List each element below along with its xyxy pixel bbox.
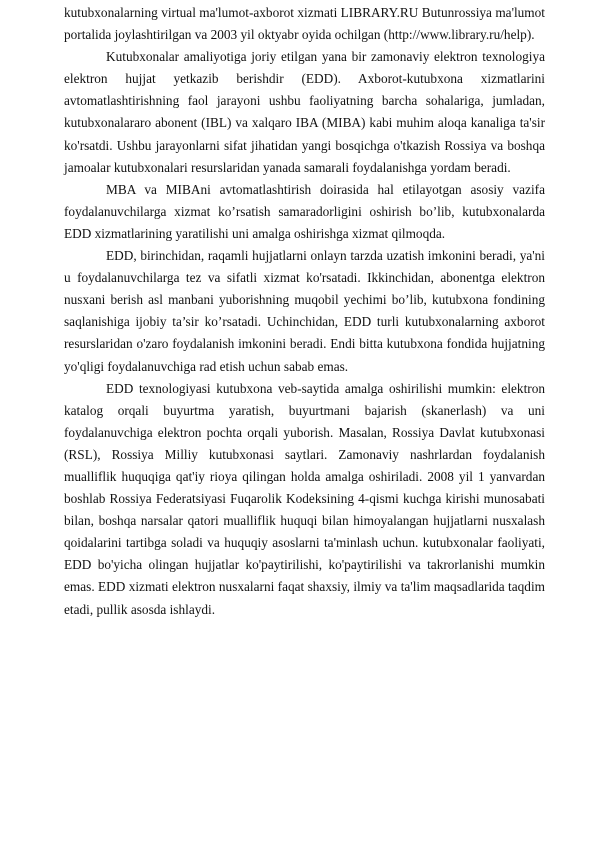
paragraph-edd-intro: Kutubxonalar amaliyotiga joriy etilgan yana bir zamonaviy elektron texnologiya elektron hujjat yetkazib berishdir (EDD). Axborot-kutubxona xizmatlarini avtomatlashtirishning faol jarayoni ushbu faoliyatning barcha sohalariga, jumladan, kutubxonalararo abonent (IBL) va xalqaro IBA (MIBA) kabi muhim aloqa kanaliga ta'sir ko'rsatdi. Ushbu jarayonlarni sifat jihatidan yangi bosqichga o'tkazish Rossiya va boshqa jamoalar kutubxonalari resurslaridan yanada samarali foydalanishga yordam beradi. [64, 49, 545, 175]
document-page [64, 2, 545, 621]
paragraph-continuation: kutubxonalarning virtual ma'lumot-axborot xizmati LIBRARY.RU Butunrossiya ma'lumot portalida joylashtirilgan va 2003 yil oktyabr oyida ochilgan (http://www.library.ru/help). [64, 5, 545, 43]
paragraph-edd-technology: EDD texnologiyasi kutubxona veb-saytida amalga oshirilishi mumkin: elektron katalog orqali buyurtma yaratish, buyurtmani bajarish (skanerlash) va uni foydalanuvchiga elektron pochta orqali yuborish. Masalan, Rossiya Davlat kutubxonasi (RSL), Rossiya Milliy kutubxonasi saytlari. Zamonaviy nashrlardan foydalanish mualliflik huquqiga qat'iy rioya qilingan holda amalga oshiriladi. 2008 yil 1 yanvardan boshlab Rossiya Federatsiyasi Fuqarolik Kodeksining 4-qismi kuchga kirishi munosabati bilan, boshqa narsalar qatori mualliflik huquqi bilan himoyalangan hujjatlarni nusxalash qoidalarini tartibga soladi va huquqiy asoslarni ta'minlash uchun. kutubxonalar faoliyati, EDD bo'yicha olingan hujjatlar ko'paytirilishi, ko'paytirilishi va takrorlanishi mumkin emas. EDD xizmati elektron nusxalarni faqat shaxsiy, ilmiy va ta'lim maqsadlarida taqdim etadi, pullik asosda ishlaydi. [64, 380, 545, 617]
paragraph-edd-benefits: EDD, birinchidan, raqamli hujjatlarni onlayn tarzda uzatish imkonini beradi, ya'ni u foydalanuvchilarga tez va sifatli xizmat ko'rsatadi. Ikkinchidan, abonentga elektron nusxani berish asl manbani yuborishning muqobil yechimi bo’lib, kutubxona fondining saqlanishiga ijobiy ta’sir ko’rsatadi. Uchinchidan, EDD turli kutubxonalarning axborot resurslaridan o'zaro foydalanish imkonini beradi. Endi bitta kutubxona fondida hujjatning yo'qligi foydalanuvchiga rad etish uchun sabab emas. [64, 248, 545, 374]
paragraph-mba-automation: MBA va MIBAni avtomatlashtirish doirasida hal etilayotgan asosiy vazifa foydalanuvchilarga xizmat ko’rsatish samaradorligini oshirish bo’lib, kutubxonalarda EDD xizmatlarining yaratilishi uni amalga oshirishga xizmat qilmoqda. [64, 181, 545, 241]
